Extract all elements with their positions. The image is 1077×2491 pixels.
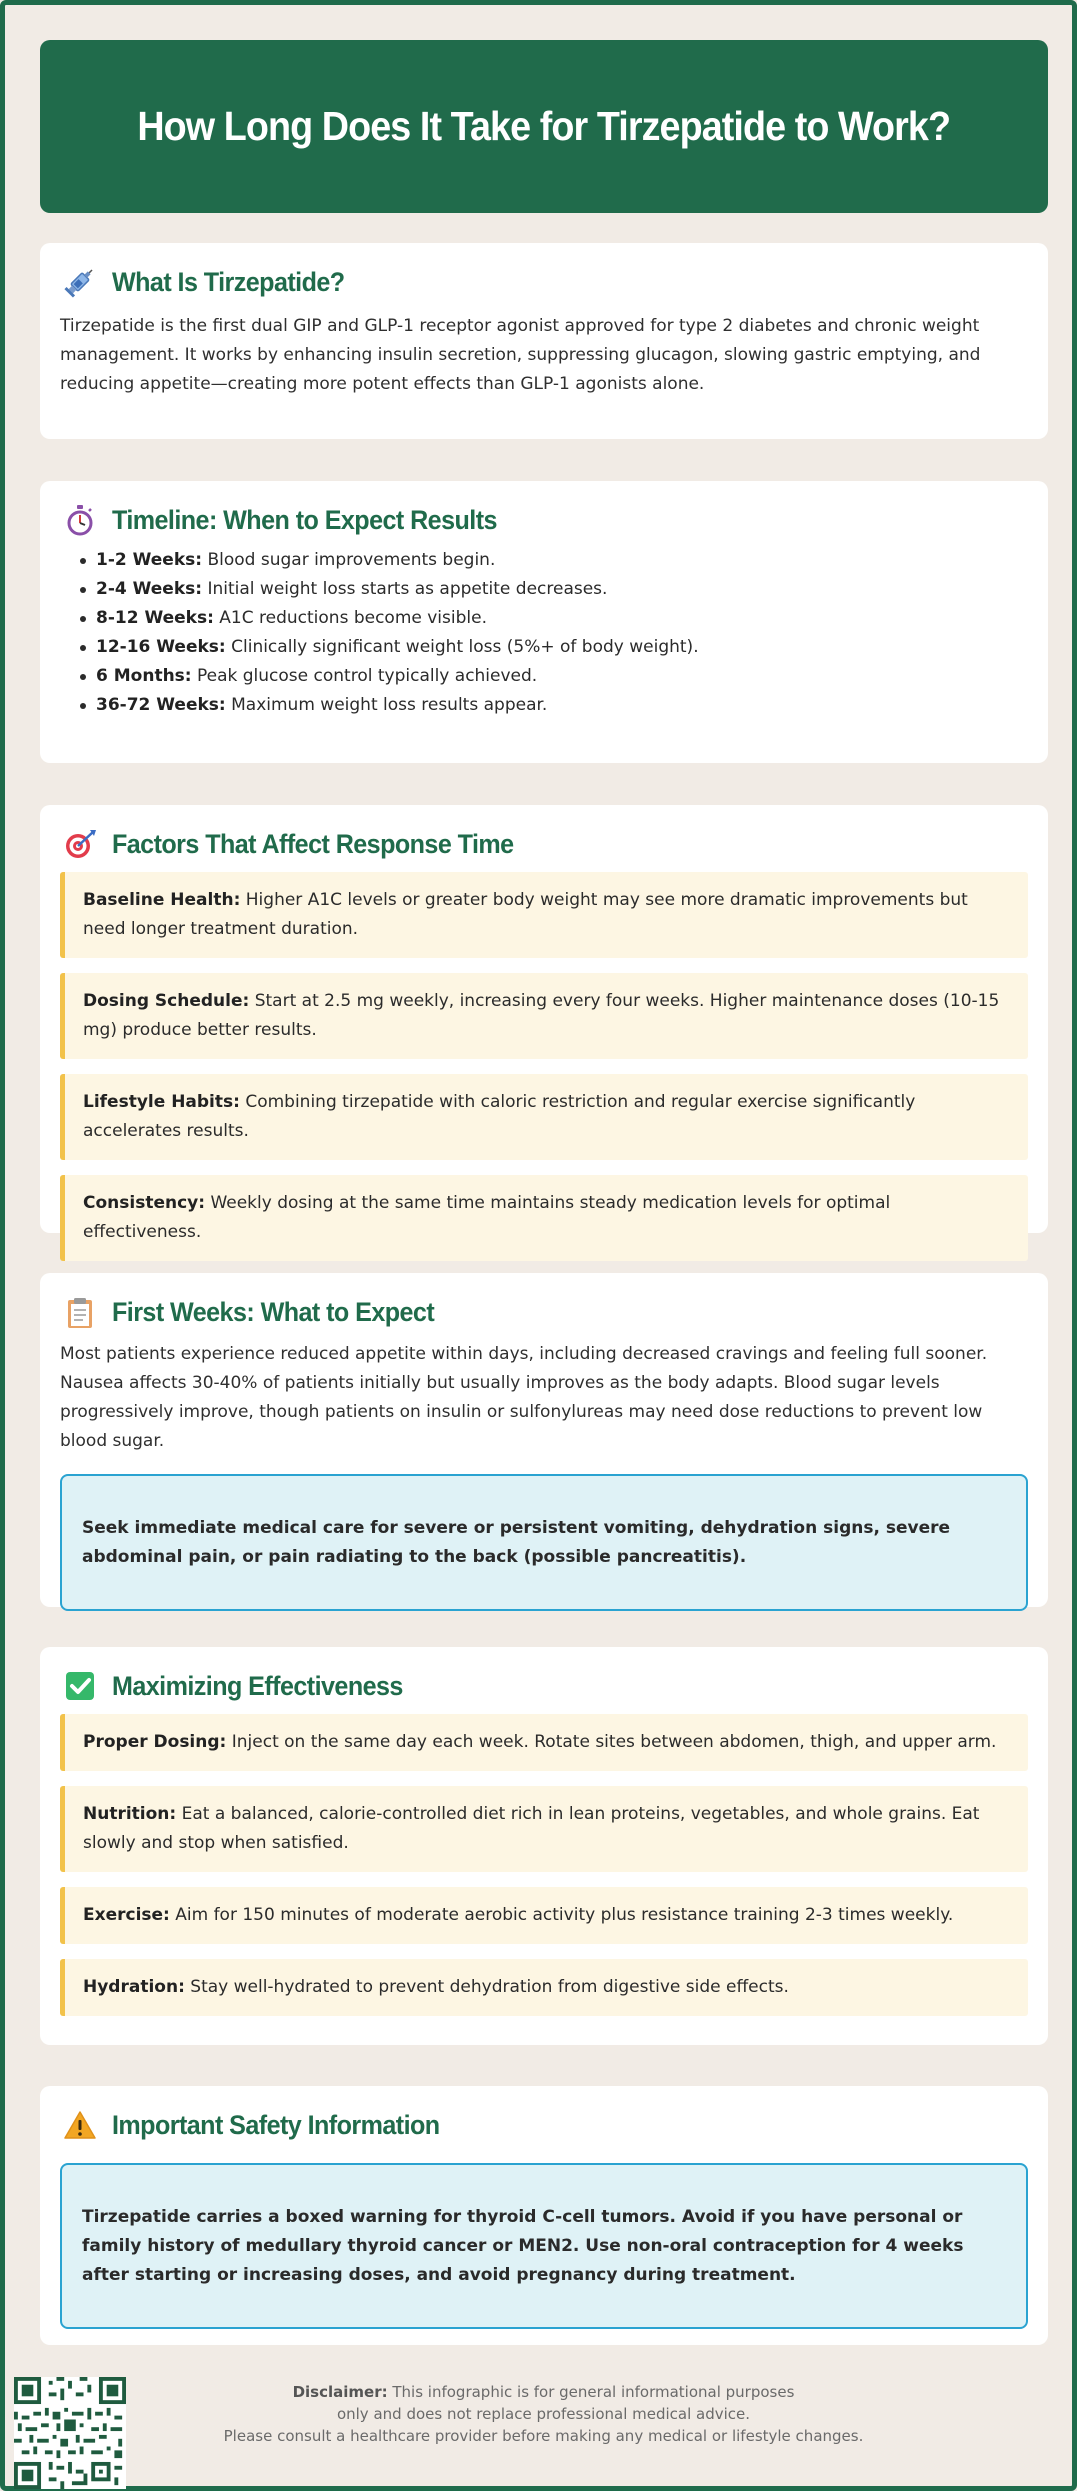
syringe-icon bbox=[60, 262, 100, 302]
list-item: 2-4 Weeks: Initial weight loss starts as appetite decreases. bbox=[60, 575, 1028, 604]
qr-code-icon bbox=[13, 2377, 127, 2489]
safety-alert bbox=[60, 2163, 1028, 2329]
target-icon bbox=[60, 824, 100, 864]
disclaimer-label: Disclaimer: bbox=[292, 2383, 388, 2401]
timeline-heading: Timeline: When to Expect Results bbox=[112, 504, 497, 535]
first-weeks-heading: First Weeks: What to Expect bbox=[112, 1296, 435, 1327]
card-header bbox=[60, 1292, 1028, 1332]
page-title: How Long Does It Take for Tirzepatide to Work? bbox=[137, 103, 951, 149]
list-item: 36-72 Weeks: Maximum weight loss results appear. bbox=[60, 691, 1028, 720]
card-maximizing bbox=[40, 1647, 1048, 2045]
card-header bbox=[60, 262, 1028, 302]
alert-text: Seek immediate medical care for severe or persistent vomiting, dehydration signs, severe abdominal pain, or pain radiating to the back (possible pancreatitis). bbox=[82, 1517, 951, 1567]
disclaimer: Disclaimer: This infographic is for general informational purposes only and does not replace professional medical advice. Please consult a healthcare provider before making any medical or lifestyle changes. bbox=[223, 2383, 864, 2445]
medical-care-alert bbox=[60, 1474, 1028, 1611]
card-header bbox=[60, 500, 1028, 540]
card-header bbox=[60, 1666, 1028, 1706]
list-item: 1-2 Weeks: Blood sugar improvements begin. bbox=[60, 546, 1028, 575]
maximizing-heading: Maximizing Effectiveness bbox=[112, 1670, 403, 1701]
card-what-is bbox=[40, 243, 1048, 439]
what-is-text: Tirzepatide is the first dual GIP and GLP-1 receptor agonist approved for type 2 diabetes and chronic weight management. It works by enhancing insulin secretion, suppressing glucagon, slowing gastric emptying, and reducing appetite—creating more potent effects than GLP-1 agonists alone. bbox=[60, 316, 981, 394]
title-banner bbox=[40, 40, 1048, 213]
card-first-weeks bbox=[40, 1273, 1048, 1607]
warning-icon bbox=[60, 2105, 100, 2145]
what-is-heading: What Is Tirzepatide? bbox=[112, 266, 345, 297]
card-factors bbox=[40, 805, 1048, 1242]
card-header bbox=[60, 824, 1028, 864]
clipboard-icon bbox=[60, 1292, 100, 1332]
factor-consistency: Consistency: Weekly dosing at the same time maintains steady medication levels for optimal effectiveness. bbox=[60, 1175, 1028, 1261]
list-item: 12-16 Weeks: Clinically significant weight loss (5%+ of body weight). bbox=[60, 633, 1028, 662]
tip-nutrition: Nutrition: Eat a balanced, calorie-controlled diet rich in lean proteins, vegetables, and whole grains. Eat slowly and stop when satisfied. bbox=[60, 1786, 1028, 1872]
list-item: 6 Months: Peak glucose control typically achieved. bbox=[60, 662, 1028, 691]
factor-dosing-schedule: Dosing Schedule: Start at 2.5 mg weekly, increasing every four weeks. Higher maintenance doses (10-15 mg) produce better results. bbox=[60, 973, 1028, 1059]
tip-exercise: Exercise: Aim for 150 minutes of moderate aerobic activity plus resistance training 2-3 times weekly. bbox=[60, 1887, 1028, 1944]
tip-hydration: Hydration: Stay well-hydrated to prevent dehydration from digestive side effects. bbox=[60, 1959, 1028, 2016]
safety-heading: Important Safety Information bbox=[112, 2109, 440, 2140]
tip-proper-dosing: Proper Dosing: Inject on the same day each week. Rotate sites between abdomen, thigh, and upper arm. bbox=[60, 1714, 1028, 1771]
card-safety bbox=[40, 2086, 1048, 2345]
stopwatch-icon bbox=[60, 500, 100, 540]
check-icon bbox=[60, 1666, 100, 1706]
first-weeks-text: Most patients experience reduced appetite within days, including decreased cravings and feeling full sooner. Nausea affects 30-40% of patients initially but usually improves as the body adapts. Blood sugar levels progressively improve, though patients on insulin or sulfonylureas may need dose reductions to prevent low blood sugar. bbox=[60, 1344, 988, 1451]
timeline-list bbox=[60, 546, 1028, 720]
factor-lifestyle-habits: Lifestyle Habits: Combining tirzepatide with caloric restriction and regular exercise significantly accelerates results. bbox=[60, 1074, 1028, 1160]
factor-baseline-health: Baseline Health: Higher A1C levels or greater body weight may see more dramatic improvements but need longer treatment duration. bbox=[60, 872, 1028, 958]
list-item: 8-12 Weeks: A1C reductions become visible. bbox=[60, 604, 1028, 633]
card-header bbox=[60, 2105, 1028, 2145]
factors-heading: Factors That Affect Response Time bbox=[112, 828, 514, 859]
alert-text: Tirzepatide carries a boxed warning for thyroid C-cell tumors. Avoid if you have personal or family history of medullary thyroid cancer or MEN2. Use non-oral contraception for 4 weeks after starting or increasing doses, and avoid pregnancy during treatment. bbox=[82, 2206, 964, 2285]
card-timeline bbox=[40, 481, 1048, 763]
